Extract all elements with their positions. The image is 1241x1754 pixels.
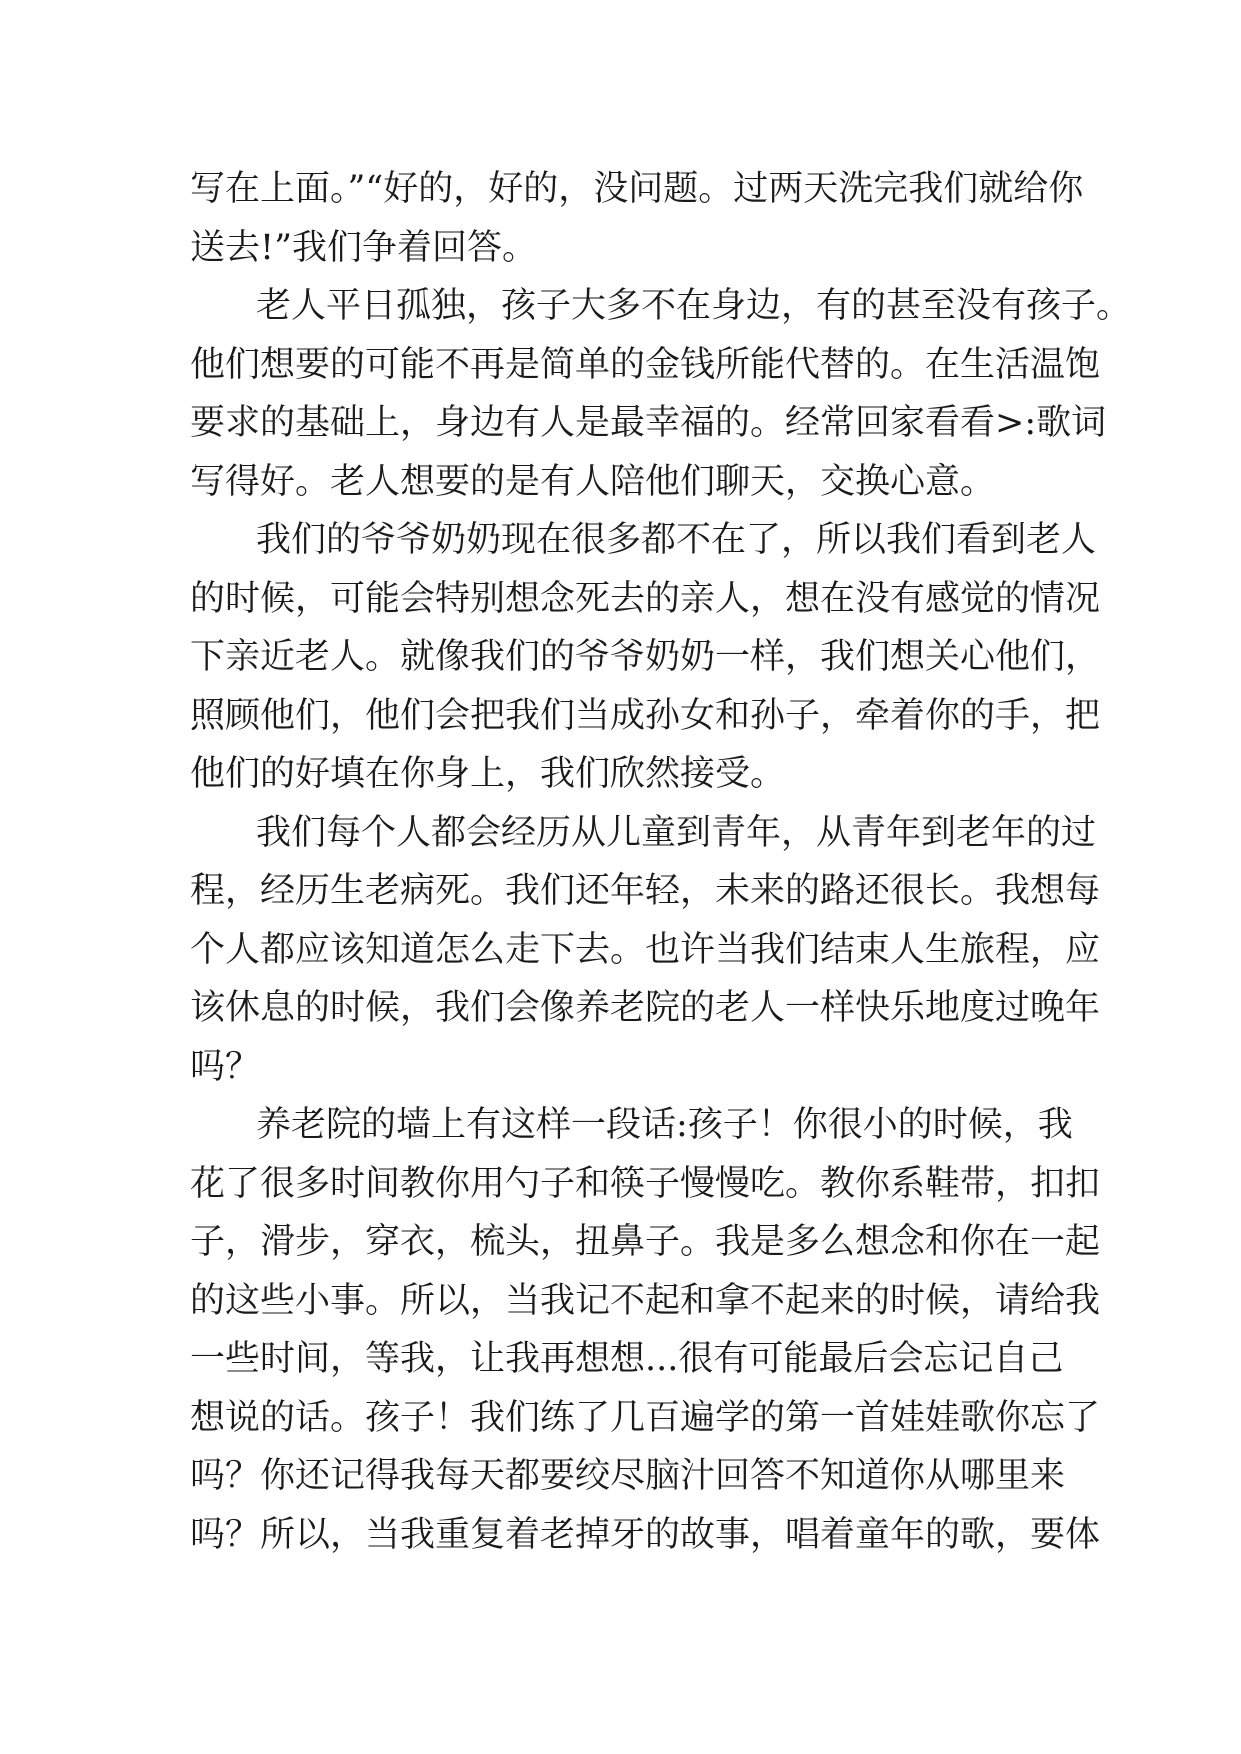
text-line: 老人平日孤独，孩子大多不在身边，有的甚至没有孩子。 bbox=[256, 286, 1132, 326]
text-line: 吗？ bbox=[190, 1046, 261, 1087]
text-line: 要求的基础上，身边有人是最幸福的。经常回家看看>:歌词 bbox=[190, 403, 1107, 443]
text-line: 养老院的墙上有这样一段话:孩子！你很小的时候，我 bbox=[256, 1105, 1073, 1145]
text-line: 子，滑步，穿衣，梳头，扭鼻子。我是多么想念和你在一起 bbox=[190, 1222, 1101, 1262]
paragraph bbox=[190, 804, 1101, 1097]
text-line: 个人都应该知道怎么走下去。也许当我们结束人生旅程，应 bbox=[190, 929, 1101, 970]
text-line: 写得好。老人想要的是有人陪他们聊天，交换心意。 bbox=[190, 461, 996, 502]
text-line: 想说的话。孩子！我们练了几百遍学的第一首娃娃歌你忘了 bbox=[190, 1397, 1101, 1438]
paragraph bbox=[190, 277, 1132, 511]
text-line: 程，经历生老病死。我们还年轻，未来的路还很长。我想每 bbox=[190, 871, 1101, 911]
text-line: 下亲近老人。就像我们的爷爷奶奶一样，我们想关心他们， bbox=[190, 637, 1101, 677]
text-line: 我们每个人都会经历从儿童到青年，从青年到老年的过 bbox=[256, 812, 1097, 853]
text-line: 的这些小事。所以，当我记不起和拿不起来的时候，请给我 bbox=[190, 1280, 1101, 1321]
text-line: 吗？所以，当我重复着老掉牙的故事，唱着童年的歌，要体 bbox=[190, 1514, 1101, 1555]
text-line: 写在上面。”“好的，好的，没问题。过两天洗完我们就给你 bbox=[190, 169, 1084, 209]
paragraph bbox=[190, 160, 1084, 277]
text-line: 该休息的时候，我们会像养老院的老人一样快乐地度过晚年 bbox=[190, 988, 1101, 1028]
text-line: 他们想要的可能不再是简单的金钱所能代替的。在生活温饱 bbox=[190, 344, 1101, 385]
text-line: 我们的爷爷奶奶现在很多都不在了，所以我们看到老人 bbox=[256, 520, 1097, 560]
text-line: 照顾他们，他们会把我们当成孙女和孙子，牵着你的手，把 bbox=[190, 695, 1101, 736]
document-body bbox=[190, 160, 1132, 1564]
text-line: 一些时间，等我，让我再想想...很有可能最后会忘记自己 bbox=[190, 1339, 1064, 1379]
paragraph bbox=[190, 511, 1101, 804]
text-line: 他们的好填在你身上，我们欣然接受。 bbox=[190, 754, 786, 794]
text-line: 吗？你还记得我每天都要绞尽脑汁回答不知道你从哪里来 bbox=[190, 1456, 1066, 1496]
paragraph bbox=[190, 1096, 1101, 1564]
text-line: 花了很多时间教你用勺子和筷子慢慢吃。教你系鞋带，扣扣 bbox=[190, 1163, 1101, 1204]
text-line: 的时候，可能会特别想念死去的亲人，想在没有感觉的情况 bbox=[190, 578, 1101, 619]
text-line: 送去!”我们争着回答。 bbox=[190, 227, 537, 268]
